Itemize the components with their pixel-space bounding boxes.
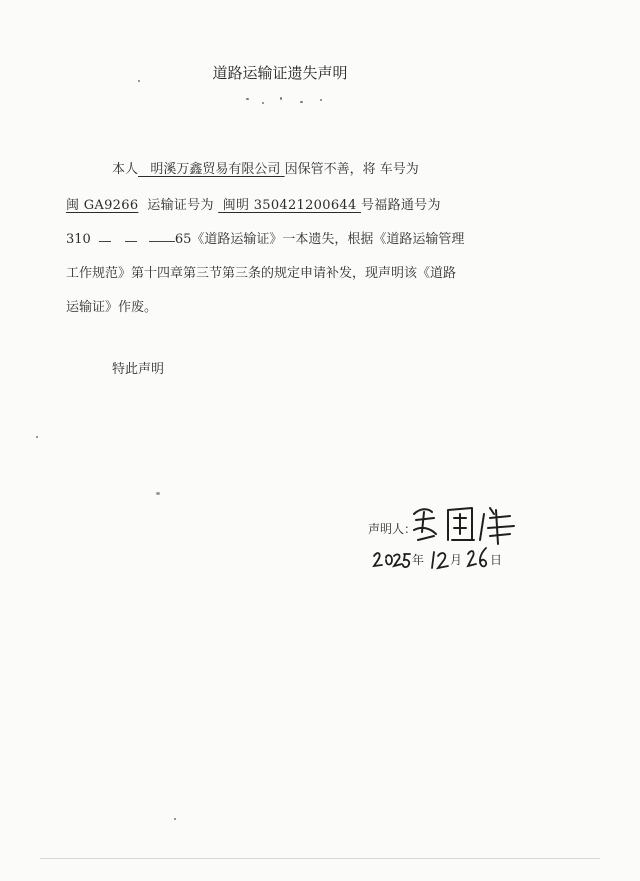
handwritten-month — [430, 548, 452, 572]
handwritten-year — [372, 548, 412, 574]
handwritten-signature — [410, 500, 522, 548]
scan-speck — [156, 492, 160, 495]
redacted-prefix: 310 — [66, 232, 91, 247]
paragraph-line-4: 工作规范》第十四章第三节第三条的规定申请补发，现声明该《道路 — [66, 266, 457, 281]
scan-speck — [320, 99, 322, 101]
scan-speck — [138, 80, 140, 82]
scan-speck — [280, 97, 282, 100]
month-label: 月 — [450, 553, 463, 567]
scan-speck — [246, 98, 249, 100]
scan-speck — [174, 818, 176, 820]
company-name: 明溪万鑫贸易有限公司 — [150, 162, 281, 177]
closing-text: 特此声明 — [112, 362, 165, 377]
paragraph-line-1 — [112, 158, 419, 177]
paragraph-line-5: 运输证》作废。 — [66, 300, 158, 315]
scan-speck — [300, 101, 303, 103]
redacted-blanks — [91, 232, 175, 247]
paragraph-line-3 — [66, 228, 464, 247]
cert-label: 运输证号为 — [147, 198, 214, 213]
declarant-label: 声明人： — [368, 522, 417, 536]
line3-tail: 65《道路运输证》一本遗失，根据《道路运输管理 — [174, 232, 465, 247]
page-bottom-edge — [40, 858, 600, 859]
handwritten-day — [466, 546, 490, 570]
plate-number: 闽 GA9266 — [66, 198, 139, 213]
prefix-text: 本人 — [112, 162, 139, 177]
day-label: 日 — [490, 553, 503, 567]
cert-number: 闽明 350421200644 — [222, 198, 357, 213]
declaration-date — [372, 546, 512, 576]
scan-speck — [262, 102, 264, 104]
document-title: 道路运输证遗失声明 — [212, 64, 348, 82]
line2-tail: 号福路通号为 — [360, 198, 441, 213]
year-label: 年 — [412, 553, 425, 567]
line1-tail: 因保管不善，将 车号为 — [284, 162, 419, 177]
scan-speck — [36, 436, 38, 438]
paragraph-line-2 — [66, 194, 441, 213]
